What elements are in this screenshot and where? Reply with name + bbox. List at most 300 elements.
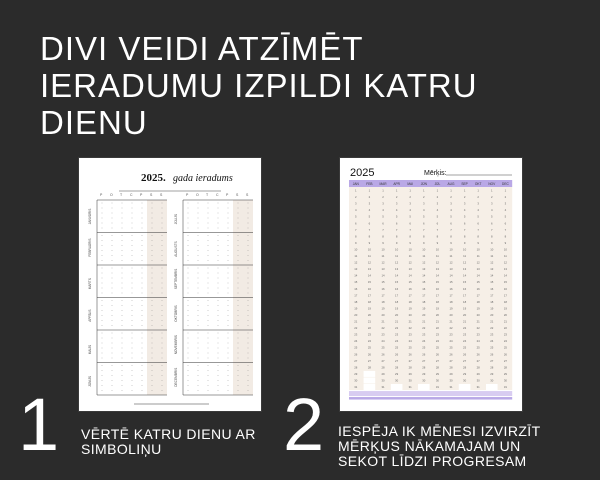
left-day-dot [132,320,133,321]
left-day-dot [142,268,143,269]
left-day-dot [102,353,103,354]
day-number: 28 [395,365,399,370]
right-day-dot [228,273,229,274]
left-day-dot [132,315,133,316]
blank-day-cell [391,384,403,390]
right-day-dot [188,223,189,224]
day-number: 26 [490,352,494,357]
right-day-dot [208,245,209,246]
left-day-dot [162,228,163,229]
left-day-dot [132,235,133,236]
day-number: 30 [503,378,507,383]
left-weekday-label: T [120,193,123,197]
left-weekday-label: P [100,193,103,197]
day-number: 31 [476,385,480,389]
day-number: 17 [449,293,453,298]
left-day-dot [102,278,103,279]
day-number: 24 [354,339,358,344]
day-number: 11 [367,254,371,258]
right-day-dot [208,348,209,349]
left-day-dot [152,348,153,349]
day-number: 29 [354,371,358,376]
right-day-dot [188,250,189,251]
right-day-dot [248,365,249,366]
day-number: 26 [354,352,358,357]
right-day-dot [208,255,209,256]
left-day-dot [162,203,163,204]
right-day-dot [198,305,199,306]
left-day-dot [122,310,123,311]
right-day-dot [238,208,239,209]
right-day-dot [218,268,219,269]
left-day-dot [162,208,163,209]
left-day-dot [102,223,103,224]
day-number: 18 [395,299,399,304]
day-number: 23 [354,332,358,337]
left-day-dot [102,288,103,289]
day-number: 26 [435,352,439,357]
left-day-dot [102,213,103,214]
footer-stripe [349,397,512,400]
day-number: 27 [408,358,412,363]
headline-line-2: IERADUMU IZPILDI KATRU [40,67,478,104]
left-day-dot [112,310,113,311]
day-number: 21 [490,319,494,324]
month-header-label: APR [393,182,400,186]
right-day-dot [218,320,219,321]
left-day-dot [112,288,113,289]
day-number: 11 [395,254,399,258]
left-day-dot [102,385,103,386]
left-day-dot [162,325,163,326]
blank-day-cell [364,384,376,390]
left-day-dot [102,228,103,229]
right-day-dot [218,385,219,386]
left-day-dot [122,358,123,359]
right-day-dot [228,390,229,391]
day-number: 25 [408,345,412,350]
day-number: 10 [422,247,426,252]
day-number: 3 [355,201,357,206]
yearly-tracker-graphic [79,158,261,411]
right-day-dot [208,203,209,204]
day-number: 10 [490,247,494,252]
left-day-dot [102,245,103,246]
left-day-dot [122,240,123,241]
left-day-dot [142,348,143,349]
day-number: 8 [463,234,466,239]
day-number: 7 [355,227,357,232]
left-day-dot [112,293,113,294]
day-number: 16 [395,286,399,291]
day-number: 22 [503,326,507,331]
left-day-dot [112,203,113,204]
day-number: 25 [354,345,358,350]
right-day-dot [228,380,229,381]
left-day-dot [122,203,123,204]
day-number: 31 [503,385,507,389]
day-number: 28 [367,365,371,370]
day-number: 14 [476,273,480,278]
left-day-dot [122,338,123,339]
left-day-dot [122,353,123,354]
left-day-dot [142,305,143,306]
right-day-dot [198,358,199,359]
day-number: 30 [449,378,453,383]
day-number: 30 [435,378,439,383]
day-number: 2 [423,195,425,200]
tracker2-grid [349,180,512,400]
left-day-dot [132,300,133,301]
day-number: 6 [409,221,411,226]
right-day-dot [218,235,219,236]
left-day-dot [132,365,133,366]
right-day-dot [218,223,219,224]
day-number: 13 [503,267,507,272]
day-number: 8 [491,234,493,239]
left-day-dot [122,293,123,294]
day-number: 17 [435,293,439,298]
day-number: 9 [395,240,398,245]
day-number: 8 [368,234,371,239]
left-day-dot [132,385,133,386]
day-number: 25 [395,345,399,350]
right-day-dot [198,333,199,334]
right-day-dot [238,240,239,241]
day-number: 8 [436,234,439,239]
right-day-dot [218,288,219,289]
right-day-dot [188,228,189,229]
right-day-dot [238,203,239,204]
left-day-dot [152,260,153,261]
right-day-dot [198,353,199,354]
right-day-dot [188,320,189,321]
day-number: 16 [463,286,467,291]
day-number: 23 [395,332,399,337]
right-day-dot [188,390,189,391]
left-day-dot [122,300,123,301]
left-day-dot [122,288,123,289]
day-number: 10 [463,247,467,252]
right-weekday-label: S [246,193,249,197]
right-day-dot [228,268,229,269]
day-number: 15 [490,280,494,285]
right-day-dot [218,333,219,334]
day-number: 29 [503,371,507,376]
right-day-dot [208,235,209,236]
day-number: 14 [422,273,426,278]
left-day-dot [112,320,113,321]
left-day-dot [152,353,153,354]
day-number: 18 [408,299,412,304]
left-day-dot [102,310,103,311]
left-day-dot [112,235,113,236]
right-day-dot [188,245,189,246]
day-number: 25 [435,345,439,350]
left-day-dot [112,370,113,371]
right-day-dot [208,325,209,326]
left-day-dot [132,245,133,246]
left-day-dot [102,268,103,269]
left-day-dot [122,380,123,381]
right-day-dot [218,245,219,246]
left-day-dot [162,343,163,344]
right-day-dot [188,333,189,334]
left-day-dot [162,348,163,349]
day-number: 28 [449,365,453,370]
left-day-dot [132,273,133,274]
day-number: 18 [490,299,494,304]
day-number: 9 [450,240,452,245]
right-day-dot [228,348,229,349]
day-number: 5 [436,214,439,219]
day-number: 30 [354,378,358,383]
day-number: 15 [435,280,439,285]
right-day-dot [198,325,199,326]
left-day-dot [162,240,163,241]
right-day-dot [238,245,239,246]
right-weekday-label: C [216,193,219,197]
left-day-dot [152,300,153,301]
day-number: 11 [503,254,507,258]
option1-caption-line-1: VĒRTĒ KATRU DIENU AR [81,426,256,442]
left-day-dot [152,370,153,371]
day-number: 21 [449,319,453,324]
right-day-dot [228,213,229,214]
right-day-dot [228,223,229,224]
right-month-label: SEPTEMBRIS [174,268,178,290]
day-number: 15 [503,280,507,285]
day-number: 23 [435,332,439,337]
left-day-dot [152,325,153,326]
day-number: 19 [435,306,439,311]
left-day-dot [132,310,133,311]
day-number: 9 [355,240,357,245]
right-day-dot [208,240,209,241]
day-number: 28 [354,365,358,370]
day-number: 14 [367,273,371,278]
left-day-dot [152,315,153,316]
left-day-dot [162,250,163,251]
left-day-dot [162,305,163,306]
left-day-dot [102,260,103,261]
left-day-dot [162,320,163,321]
day-number: 18 [435,299,439,304]
day-number: 2 [409,195,411,200]
day-number: 10 [367,247,371,252]
day-number: 1 [423,188,425,193]
right-day-dot [248,385,249,386]
right-day-dot [188,208,189,209]
right-day-dot [248,293,249,294]
day-number: 10 [503,247,507,252]
day-number: 5 [409,214,411,219]
day-number: 14 [490,273,494,278]
left-month-label: MAIJS [88,344,92,355]
blank-day-cell [364,371,376,377]
day-number: 29 [381,371,385,376]
day-number: 16 [490,286,494,291]
day-number: 25 [503,345,507,350]
left-day-dot [142,240,143,241]
right-day-dot [198,370,199,371]
left-day-dot [152,375,153,376]
right-day-dot [188,203,189,204]
left-day-dot [162,268,163,269]
day-number: 9 [423,240,425,245]
right-day-dot [198,288,199,289]
day-number: 10 [435,247,439,252]
day-number: 2 [382,195,384,200]
left-day-dot [162,283,163,284]
day-number: 3 [382,201,384,206]
day-number: 18 [367,299,371,304]
right-day-dot [248,333,249,334]
day-number: 14 [503,273,507,278]
right-day-dot [198,293,199,294]
left-day-dot [162,353,163,354]
left-day-dot [112,365,113,366]
left-day-dot [112,228,113,229]
left-day-dot [102,390,103,391]
month-header-label: MAI [407,182,414,186]
left-day-dot [142,320,143,321]
left-day-dot [152,288,153,289]
right-day-dot [218,283,219,284]
day-number: 7 [436,227,439,232]
left-month-label: MARTS [88,278,92,290]
left-month-label: JANVĀRIS [88,208,92,225]
right-day-dot [248,283,249,284]
day-number: 28 [435,365,439,370]
left-day-dot [102,235,103,236]
right-day-dot [228,203,229,204]
day-number: 3 [423,201,425,206]
day-number: 11 [408,254,412,258]
left-day-dot [122,245,123,246]
yearly-habit-tracker-preview [79,158,261,411]
day-number: 22 [449,326,453,331]
right-day-dot [238,390,239,391]
right-day-dot [248,255,249,256]
day-number: 19 [490,306,494,311]
day-number: 6 [463,221,466,226]
right-day-dot [248,348,249,349]
left-day-dot [122,223,123,224]
right-day-dot [228,370,229,371]
right-day-dot [238,380,239,381]
right-day-dot [198,375,199,376]
tracker2-goal-label: Mērķis: [424,170,447,177]
day-number: 13 [476,267,480,272]
day-number: 18 [381,299,385,304]
day-number: 17 [408,293,412,298]
right-day-dot [228,208,229,209]
left-day-dot [132,325,133,326]
day-number: 1 [382,188,384,193]
left-month-label: APRĪLIS [88,309,92,322]
day-number: 24 [395,339,399,344]
day-number: 13 [395,267,399,272]
day-number: 1 [491,188,493,193]
right-weekday-label: O [196,193,199,197]
month-header-label: JAN [352,182,359,186]
right-day-dot [248,375,249,376]
left-day-dot [152,218,153,219]
left-day-dot [142,365,143,366]
day-number: 16 [449,286,453,291]
right-day-dot [238,278,239,279]
left-day-dot [112,390,113,391]
day-number: 4 [463,208,466,213]
day-number: 25 [422,345,426,350]
left-day-dot [112,240,113,241]
right-day-dot [238,320,239,321]
day-number: 29 [422,371,426,376]
option-number-1: 1 [18,383,60,466]
day-number: 10 [381,247,385,252]
right-day-dot [198,250,199,251]
right-day-dot [188,278,189,279]
left-day-dot [162,390,163,391]
day-number: 3 [463,201,466,206]
left-day-dot [132,218,133,219]
right-day-dot [228,293,229,294]
right-day-dot [218,213,219,214]
day-number: 8 [395,234,398,239]
left-day-dot [122,208,123,209]
left-day-dot [112,245,113,246]
day-number: 13 [422,267,426,272]
left-day-dot [112,278,113,279]
day-number: 25 [463,345,467,350]
day-number: 20 [490,312,494,317]
day-number: 10 [354,247,358,252]
day-number: 24 [367,339,371,344]
day-number: 6 [382,221,384,226]
right-day-dot [188,315,189,316]
right-day-dot [228,283,229,284]
day-number: 5 [450,214,452,219]
right-day-dot [228,250,229,251]
left-day-dot [132,208,133,209]
right-weekday-label: S [236,193,239,197]
right-day-dot [248,315,249,316]
left-day-dot [112,223,113,224]
left-day-dot [122,260,123,261]
left-day-dot [142,343,143,344]
day-number: 21 [408,319,412,324]
day-number: 2 [368,195,371,200]
right-day-dot [208,370,209,371]
day-number: 24 [449,339,453,344]
left-day-dot [112,273,113,274]
day-number: 25 [367,345,371,350]
right-day-dot [218,278,219,279]
left-day-dot [152,208,153,209]
day-number: 5 [355,214,357,219]
day-number: 27 [449,358,453,363]
option2-caption [338,424,578,469]
right-day-dot [198,278,199,279]
right-day-dot [218,240,219,241]
left-weekday-label: P [140,193,143,197]
day-number: 30 [422,378,426,383]
day-number: 9 [368,240,371,245]
left-day-dot [122,385,123,386]
day-number: 1 [395,188,398,193]
day-number: 23 [476,332,480,337]
